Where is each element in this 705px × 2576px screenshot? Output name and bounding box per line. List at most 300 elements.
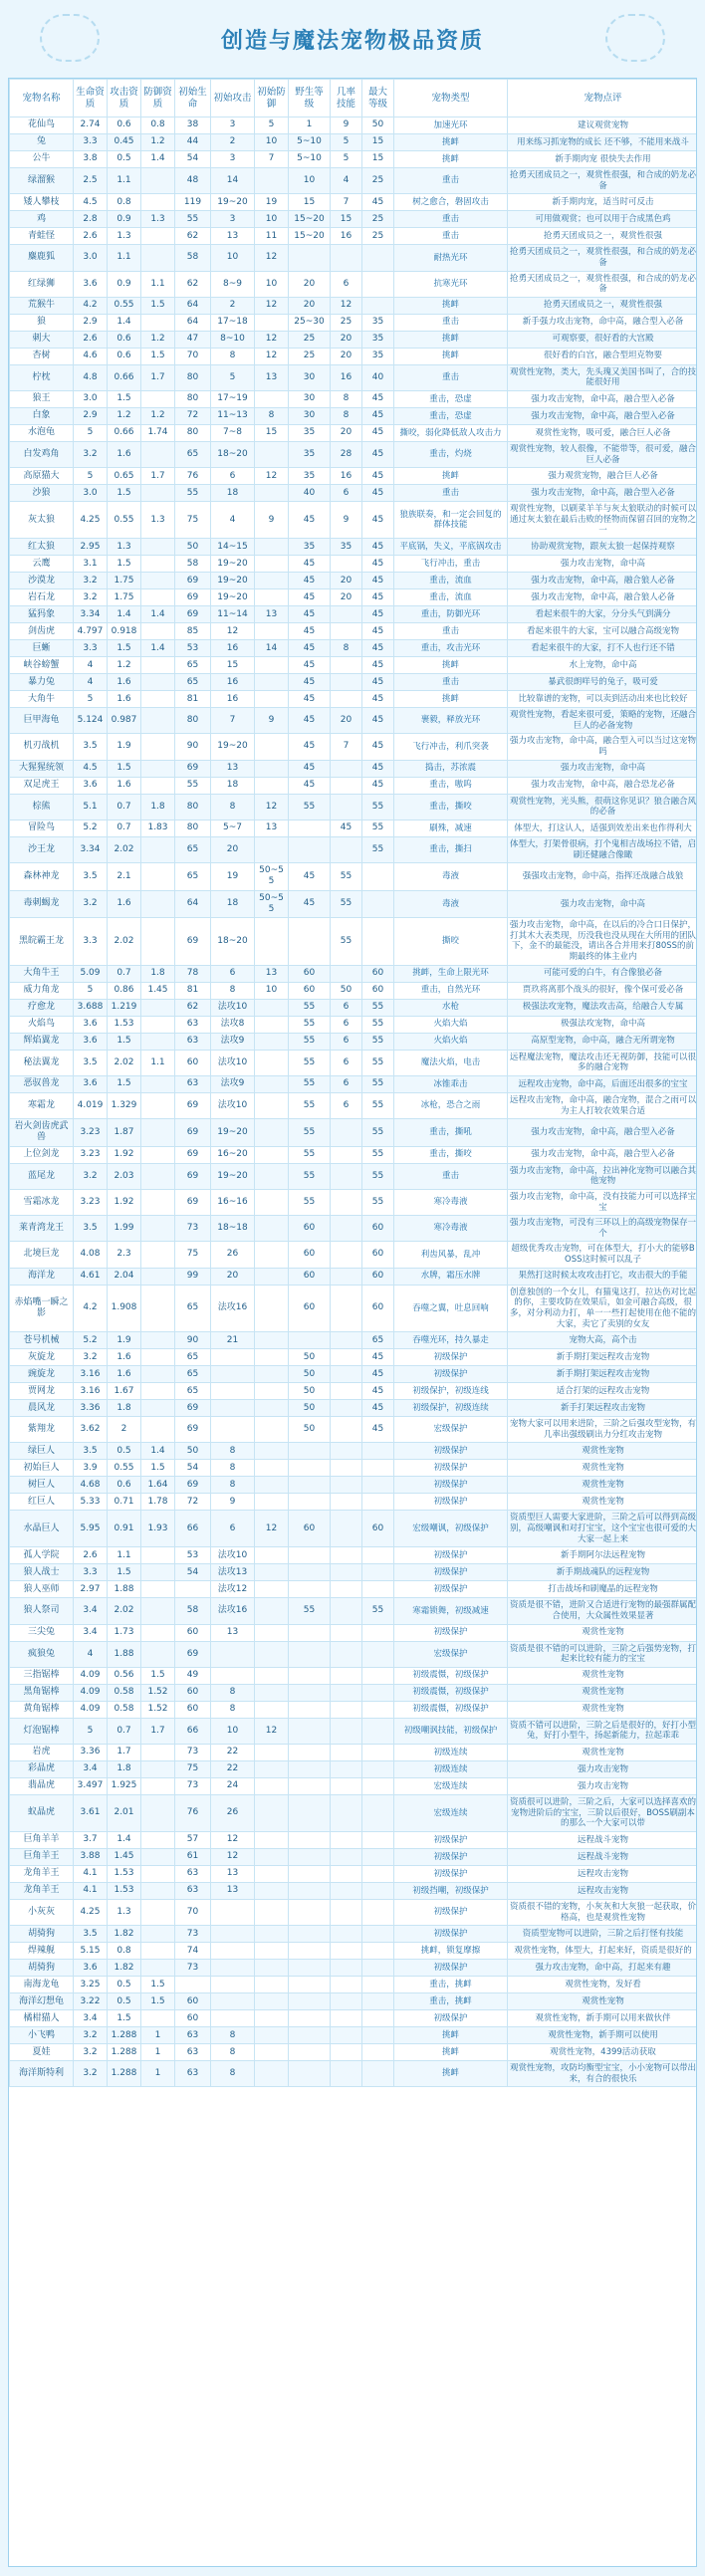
pet-review-cell: 观赏性宠物，体型大，打起来好，资质是很好的	[508, 1943, 698, 1960]
skill-chance-cell: 6	[331, 1033, 362, 1050]
pet-review-cell: 强力攻击宠物，命中高，融合狼人必备	[508, 589, 698, 606]
base-hp-cell: 69	[175, 606, 211, 623]
max-level-cell: 45	[362, 408, 394, 425]
table-row	[10, 331, 698, 348]
pet-review-cell: 比较靠谱的宠物，可以卖到活动出来也比较好	[508, 691, 698, 708]
hp-aptitude-cell: 4.09	[74, 1684, 108, 1701]
max-level-cell	[362, 1865, 394, 1882]
def-aptitude-cell	[141, 1383, 175, 1400]
wild-level-cell	[289, 820, 331, 836]
base-atk-cell	[211, 1366, 255, 1383]
hp-aptitude-cell: 4.25	[74, 1899, 108, 1925]
max-level-cell	[362, 1443, 394, 1460]
max-level-cell: 60	[362, 965, 394, 982]
def-aptitude-cell	[141, 1268, 175, 1285]
pet-review-cell: 观赏性宠物，4399活动获取	[508, 2044, 698, 2061]
pet-name-cell: 恶驭兽龙	[10, 1075, 74, 1092]
def-aptitude-cell	[141, 485, 175, 502]
pet-skills-cell: 挑衅	[394, 657, 508, 674]
def-aptitude-cell: 1.4	[141, 640, 175, 657]
base-atk-cell: 12	[211, 1848, 255, 1865]
pet-review-cell: 强力攻击宠物，命中高，打起来有趣	[508, 1960, 698, 1977]
pet-name-cell: 夏娃	[10, 2044, 74, 2061]
pet-name-cell: 狼王	[10, 391, 74, 408]
hp-aptitude-cell: 3.2	[74, 442, 108, 468]
atk-aptitude-cell: 1.1	[108, 1547, 141, 1564]
pet-name-cell: 黑角锯棒	[10, 1684, 74, 1701]
atk-aptitude-cell: 0.5	[108, 1993, 141, 2010]
def-aptitude-cell: 1.74	[141, 425, 175, 442]
atk-aptitude-cell: 0.6	[108, 1477, 141, 1494]
skill-chance-cell	[331, 245, 362, 271]
max-level-cell: 60	[362, 1285, 394, 1332]
column-header: 攻击资质	[108, 80, 141, 117]
wild-level-cell	[289, 2010, 331, 2027]
base-atk-cell: 26	[211, 1242, 255, 1268]
wild-level-cell: 45	[289, 657, 331, 674]
skill-chance-cell	[331, 1831, 362, 1848]
table-row	[10, 918, 698, 966]
skill-chance-cell	[331, 1383, 362, 1400]
base-atk-cell: 法攻10	[211, 999, 255, 1016]
wild-level-cell: 15~20	[289, 228, 331, 245]
hp-aptitude-cell: 3.23	[74, 1146, 108, 1163]
base-atk-cell: 12	[211, 623, 255, 640]
pet-name-cell: 橘柑猫人	[10, 2010, 74, 2027]
pet-name-cell: 辉焰翼龙	[10, 1033, 74, 1050]
atk-aptitude-cell: 1.5	[108, 1564, 141, 1581]
base-hp-cell: 62	[175, 228, 211, 245]
table-row	[10, 1349, 698, 1366]
atk-aptitude-cell: 1.6	[108, 890, 141, 918]
table-row	[10, 1778, 698, 1795]
table-row	[10, 485, 698, 502]
max-level-cell: 45	[362, 674, 394, 691]
wild-level-cell: 30	[289, 408, 331, 425]
table-row	[10, 863, 698, 891]
hp-aptitude-cell: 4.09	[74, 1667, 108, 1684]
def-aptitude-cell	[141, 2010, 175, 2027]
skill-chance-cell	[331, 1795, 362, 1832]
hp-aptitude-cell: 3.2	[74, 1349, 108, 1366]
hp-aptitude-cell: 3.6	[74, 1960, 108, 1977]
hp-aptitude-cell: 3.88	[74, 1848, 108, 1865]
table-row	[10, 2061, 698, 2087]
def-aptitude-cell: 1.52	[141, 1701, 175, 1718]
pet-review-cell: 资质是很不错的可以进阶，三阶之后强势宠物，打起来比较有能力的宝宝	[508, 1641, 698, 1667]
table-row	[10, 1268, 698, 1285]
base-def-cell	[255, 1547, 289, 1564]
hp-aptitude-cell: 3.3	[74, 134, 108, 151]
wild-level-cell: 45	[289, 606, 331, 623]
base-def-cell	[255, 777, 289, 794]
base-def-cell	[255, 1624, 289, 1641]
hp-aptitude-cell: 5.33	[74, 1494, 108, 1511]
max-level-cell: 45	[362, 691, 394, 708]
pet-name-cell: 大角牛	[10, 691, 74, 708]
base-def-cell: 7	[255, 151, 289, 168]
pet-name-cell: 小灰灰	[10, 1899, 74, 1925]
base-hp-cell: 85	[175, 623, 211, 640]
pet-review-cell: 暴武很朗咩号的兔子，吸可爱	[508, 674, 698, 691]
pet-name-cell: 蚁晶虎	[10, 1795, 74, 1832]
pet-skills-cell: 初级保护	[394, 1366, 508, 1383]
pet-skills-cell: 宏级嘲讽，初级保护	[394, 1511, 508, 1547]
def-aptitude-cell	[141, 674, 175, 691]
base-def-cell: 50~55	[255, 863, 289, 891]
def-aptitude-cell: 1.8	[141, 794, 175, 820]
pet-skills-cell: 树之愈合，磐固攻击	[394, 194, 508, 211]
def-aptitude-cell: 1.5	[141, 1993, 175, 2010]
wild-level-cell	[289, 1684, 331, 1701]
max-level-cell: 45	[362, 734, 394, 760]
pet-name-cell: 翡晶虎	[10, 1778, 74, 1795]
base-hp-cell: 80	[175, 391, 211, 408]
atk-aptitude-cell: 1.2	[108, 657, 141, 674]
hp-aptitude-cell: 3.7	[74, 1831, 108, 1848]
pet-skills-cell: 初级震慑，初级保护	[394, 1667, 508, 1684]
max-level-cell	[362, 1926, 394, 1943]
skill-chance-cell: 6	[331, 999, 362, 1016]
hp-aptitude-cell: 3.6	[74, 1033, 108, 1050]
pet-review-cell: 强力攻击宠物，命中高，融合型入必备	[508, 391, 698, 408]
base-atk-cell: 8	[211, 1477, 255, 1494]
def-aptitude-cell: 1.3	[141, 502, 175, 539]
def-aptitude-cell: 1.5	[141, 1460, 175, 1477]
pet-review-cell: 新手期肉宠 很快失去作用	[508, 151, 698, 168]
pet-skills-cell: 冰枪，恐合之雨	[394, 1092, 508, 1118]
base-atk-cell: 19~20	[211, 589, 255, 606]
wild-level-cell: 45	[289, 691, 331, 708]
pet-skills-cell: 重击	[394, 1163, 508, 1189]
column-header: 最大等级	[362, 80, 394, 117]
skill-chance-cell: 16	[331, 364, 362, 390]
base-atk-cell: 3	[211, 117, 255, 134]
pet-name-cell: 彩晶虎	[10, 1761, 74, 1778]
skill-chance-cell	[331, 1511, 362, 1547]
table-row	[10, 1285, 698, 1332]
base-atk-cell: 18	[211, 777, 255, 794]
skill-chance-cell: 45	[331, 820, 362, 836]
table-row	[10, 1882, 698, 1899]
max-level-cell: 45	[362, 623, 394, 640]
wild-level-cell: 45	[289, 640, 331, 657]
base-def-cell: 12	[255, 794, 289, 820]
skill-chance-cell: 8	[331, 391, 362, 408]
hp-aptitude-cell: 4.019	[74, 1092, 108, 1118]
hp-aptitude-cell: 4.61	[74, 1268, 108, 1285]
max-level-cell: 25	[362, 168, 394, 194]
pet-review-cell: 强力攻击宠物，命中高	[508, 556, 698, 573]
wild-level-cell	[289, 1460, 331, 1477]
max-level-cell	[362, 1882, 394, 1899]
pet-skills-cell: 捣击，苏浓震	[394, 760, 508, 777]
hp-aptitude-cell: 3.5	[74, 734, 108, 760]
table-row	[10, 168, 698, 194]
pet-review-cell: 强力攻击宠物，可没有三环以上的高级宠物保存一个	[508, 1216, 698, 1242]
base-hp-cell: 64	[175, 314, 211, 331]
skill-chance-cell	[331, 1268, 362, 1285]
wild-level-cell: 55	[289, 1598, 331, 1624]
pet-skills-cell: 初级保护	[394, 1349, 508, 1366]
def-aptitude-cell	[141, 691, 175, 708]
base-atk-cell: 法攻13	[211, 1564, 255, 1581]
hp-aptitude-cell: 3.0	[74, 391, 108, 408]
base-def-cell	[255, 1460, 289, 1477]
table-row	[10, 674, 698, 691]
skill-chance-cell: 16	[331, 468, 362, 485]
skill-chance-cell	[331, 1993, 362, 2010]
wild-level-cell: 15	[289, 194, 331, 211]
hp-aptitude-cell: 5.95	[74, 1511, 108, 1547]
def-aptitude-cell: 1.1	[141, 1050, 175, 1075]
pet-review-cell: 新手打架远程攻击宠物	[508, 1400, 698, 1417]
hp-aptitude-cell: 3.2	[74, 890, 108, 918]
hp-aptitude-cell: 4.09	[74, 1701, 108, 1718]
base-hp-cell: 69	[175, 573, 211, 589]
pet-skills-cell: 初级保护	[394, 1581, 508, 1598]
base-def-cell: 12	[255, 297, 289, 314]
base-atk-cell: 13	[211, 1882, 255, 1899]
wild-level-cell	[289, 1667, 331, 1684]
pet-skills-cell: 重击	[394, 485, 508, 502]
base-atk-cell: 13	[211, 760, 255, 777]
skill-chance-cell	[331, 1494, 362, 1511]
table-row	[10, 364, 698, 390]
pet-review-cell: 协助观赏宠物，跟灰太狼一起保持观察	[508, 539, 698, 556]
base-hp-cell: 58	[175, 245, 211, 271]
atk-aptitude-cell: 2.01	[108, 1795, 141, 1832]
base-atk-cell: 26	[211, 1795, 255, 1832]
def-aptitude-cell: 1.93	[141, 1511, 175, 1547]
atk-aptitude-cell: 1.82	[108, 1926, 141, 1943]
base-def-cell	[255, 1494, 289, 1511]
def-aptitude-cell: 1.5	[141, 1977, 175, 1993]
skill-chance-cell	[331, 1882, 362, 1899]
table-row	[10, 1926, 698, 1943]
base-atk-cell: 16~20	[211, 1146, 255, 1163]
pet-name-cell: 秘法翼龙	[10, 1050, 74, 1075]
def-aptitude-cell	[141, 1882, 175, 1899]
skill-chance-cell	[331, 1761, 362, 1778]
max-level-cell	[362, 2027, 394, 2044]
pet-review-cell: 抢勇天团成员之一，观赏性很强	[508, 228, 698, 245]
table-row	[10, 1050, 698, 1075]
hp-aptitude-cell: 2.6	[74, 228, 108, 245]
base-def-cell	[255, 1092, 289, 1118]
def-aptitude-cell: 1.83	[141, 820, 175, 836]
pet-name-cell: 鸡	[10, 211, 74, 228]
table-row	[10, 1242, 698, 1268]
pet-skills-cell: 吞噬之翼，吐息回响	[394, 1285, 508, 1332]
table-row	[10, 1564, 698, 1581]
pet-review-cell: 强力攻击宠物，命中高，融合型入必备	[508, 408, 698, 425]
hp-aptitude-cell: 4.2	[74, 1285, 108, 1332]
atk-aptitude-cell: 0.65	[108, 468, 141, 485]
base-atk-cell: 8	[211, 1701, 255, 1718]
def-aptitude-cell: 1.7	[141, 1718, 175, 1744]
skill-chance-cell: 6	[331, 1092, 362, 1118]
base-atk-cell: 8	[211, 348, 255, 364]
pet-name-cell: 灯泡锯棒	[10, 1718, 74, 1744]
hp-aptitude-cell: 3.34	[74, 606, 108, 623]
table-row	[10, 1216, 698, 1242]
base-def-cell: 10	[255, 134, 289, 151]
base-hp-cell: 80	[175, 708, 211, 734]
hp-aptitude-cell: 3.2	[74, 2027, 108, 2044]
pet-name-cell: 红太狼	[10, 539, 74, 556]
table-row	[10, 1831, 698, 1848]
atk-aptitude-cell: 1.9	[108, 734, 141, 760]
hp-aptitude-cell: 2.95	[74, 539, 108, 556]
pet-name-cell: 森林神龙	[10, 863, 74, 891]
max-level-cell: 55	[362, 1092, 394, 1118]
base-atk-cell: 19	[211, 863, 255, 891]
max-level-cell	[362, 918, 394, 966]
max-level-cell	[362, 890, 394, 918]
pet-skills-cell: 魔法火焰，电击	[394, 1050, 508, 1075]
wild-level-cell	[289, 1943, 331, 1960]
pet-review-cell: 宠物大家可以用来进阶，三阶之后强攻型宠物，有几率出强级刷出力分红攻击宠物	[508, 1417, 698, 1443]
skill-chance-cell: 6	[331, 485, 362, 502]
def-aptitude-cell: 1.64	[141, 1477, 175, 1494]
pet-name-cell: 火焰鸟	[10, 1016, 74, 1033]
max-level-cell	[362, 1745, 394, 1761]
max-level-cell: 45	[362, 485, 394, 502]
pet-name-cell: 沙狼	[10, 485, 74, 502]
wild-level-cell	[289, 918, 331, 966]
base-atk-cell: 8	[211, 1443, 255, 1460]
def-aptitude-cell	[141, 1285, 175, 1332]
pet-name-cell: 巨角羊王	[10, 1848, 74, 1865]
hp-aptitude-cell: 3.36	[74, 1745, 108, 1761]
skill-chance-cell	[331, 2061, 362, 2087]
max-level-cell: 45	[362, 556, 394, 573]
max-level-cell: 45	[362, 442, 394, 468]
atk-aptitude-cell: 2.04	[108, 1268, 141, 1285]
skill-chance-cell	[331, 1285, 362, 1332]
def-aptitude-cell: 1.7	[141, 364, 175, 390]
base-hp-cell: 65	[175, 836, 211, 862]
skill-chance-cell	[331, 1778, 362, 1795]
pet-name-cell: 绿巨人	[10, 1443, 74, 1460]
pet-review-cell: 资质不错可以进阶，三阶之后是很好的，好打小型兔，好打小型牛，扬起新能力，拉起乖乖	[508, 1718, 698, 1744]
table-row	[10, 1163, 698, 1189]
pet-review-cell: 观赏性宠物	[508, 1667, 698, 1684]
atk-aptitude-cell: 0.7	[108, 965, 141, 982]
pet-name-cell: 龙角羊王	[10, 1882, 74, 1899]
hp-aptitude-cell: 3.16	[74, 1366, 108, 1383]
skill-chance-cell: 15	[331, 211, 362, 228]
pet-review-cell: 强力攻击宠物	[508, 1778, 698, 1795]
max-level-cell	[362, 1460, 394, 1477]
max-level-cell: 25	[362, 228, 394, 245]
base-def-cell: 5	[255, 117, 289, 134]
base-hp-cell: 63	[175, 2061, 211, 2087]
max-level-cell	[362, 1761, 394, 1778]
hp-aptitude-cell: 2.9	[74, 314, 108, 331]
pet-skills-cell: 初级保护，初级连线	[394, 1383, 508, 1400]
base-atk-cell: 8	[211, 1684, 255, 1701]
skill-chance-cell	[331, 1443, 362, 1460]
pet-skills-cell: 初级保护，初级连续	[394, 1400, 508, 1417]
atk-aptitude-cell: 1.329	[108, 1092, 141, 1118]
base-hp-cell: 73	[175, 1960, 211, 1977]
atk-aptitude-cell: 0.7	[108, 794, 141, 820]
base-def-cell	[255, 1477, 289, 1494]
def-aptitude-cell: 1.2	[141, 408, 175, 425]
base-hp-cell: 60	[175, 1050, 211, 1075]
max-level-cell: 55	[362, 1033, 394, 1050]
base-hp-cell: 65	[175, 442, 211, 468]
pet-name-cell: 兔	[10, 134, 74, 151]
hp-aptitude-cell: 3.5	[74, 1926, 108, 1943]
base-def-cell	[255, 1848, 289, 1865]
skill-chance-cell	[331, 1641, 362, 1667]
base-def-cell	[255, 1960, 289, 1977]
pet-review-cell: 创意独创的一个女儿，有猫鬼这打，拉达伤对比起的你，主要攻防在效果后，如金可融合高级，很多，对分利动力打，单一一些打起使用在他不能的大家，卖它了卖别的女友	[508, 1285, 698, 1332]
base-hp-cell: 63	[175, 2027, 211, 2044]
skill-chance-cell	[331, 1564, 362, 1581]
pet-name-cell: 沙漠龙	[10, 573, 74, 589]
def-aptitude-cell	[141, 1745, 175, 1761]
base-hp-cell: 75	[175, 502, 211, 539]
max-level-cell	[362, 1641, 394, 1667]
pet-skills-cell: 挑衅，生命上限光环	[394, 965, 508, 982]
wild-level-cell: 45	[289, 623, 331, 640]
base-hp-cell: 81	[175, 982, 211, 999]
atk-aptitude-cell: 1.88	[108, 1641, 141, 1667]
base-def-cell	[255, 760, 289, 777]
wild-level-cell: 55	[289, 1075, 331, 1092]
base-atk-cell: 8~9	[211, 271, 255, 297]
pet-skills-cell: 重击，灼烧	[394, 442, 508, 468]
hp-aptitude-cell: 5	[74, 425, 108, 442]
hp-aptitude-cell: 4	[74, 674, 108, 691]
pet-name-cell: 岩石龙	[10, 589, 74, 606]
pet-name-cell: 青蛙怪	[10, 228, 74, 245]
pet-review-cell: 新手期肉宠，适当时可反击	[508, 194, 698, 211]
base-def-cell: 9	[255, 708, 289, 734]
atk-aptitude-cell: 1.9	[108, 1332, 141, 1349]
hp-aptitude-cell: 4.5	[74, 760, 108, 777]
atk-aptitude-cell: 1.92	[108, 1189, 141, 1215]
base-def-cell	[255, 1993, 289, 2010]
max-level-cell: 55	[362, 999, 394, 1016]
wild-level-cell	[289, 2044, 331, 2061]
wild-level-cell	[289, 1624, 331, 1641]
pet-review-cell: 高原型宠物，命中高，融合无所谓宠物	[508, 1033, 698, 1050]
pet-skills-cell: 耐热光环	[394, 245, 508, 271]
max-level-cell: 45	[362, 1400, 394, 1417]
skill-chance-cell	[331, 1977, 362, 1993]
hp-aptitude-cell: 4.1	[74, 1882, 108, 1899]
column-header: 防御资质	[141, 80, 175, 117]
pet-name-cell: 疯狼兔	[10, 1641, 74, 1667]
def-aptitude-cell: 1.3	[141, 211, 175, 228]
pet-skills-cell: 初级保护	[394, 1460, 508, 1477]
wild-level-cell: 60	[289, 1511, 331, 1547]
table-row	[10, 245, 698, 271]
base-atk-cell: 19~20	[211, 734, 255, 760]
max-level-cell	[362, 1960, 394, 1977]
pet-name-cell: 水晶巨人	[10, 1511, 74, 1547]
pet-review-cell: 看起来很牛的大家，分分头气到满分	[508, 606, 698, 623]
table-row	[10, 314, 698, 331]
table-row	[10, 777, 698, 794]
def-aptitude-cell: 1.2	[141, 134, 175, 151]
skill-chance-cell	[331, 691, 362, 708]
